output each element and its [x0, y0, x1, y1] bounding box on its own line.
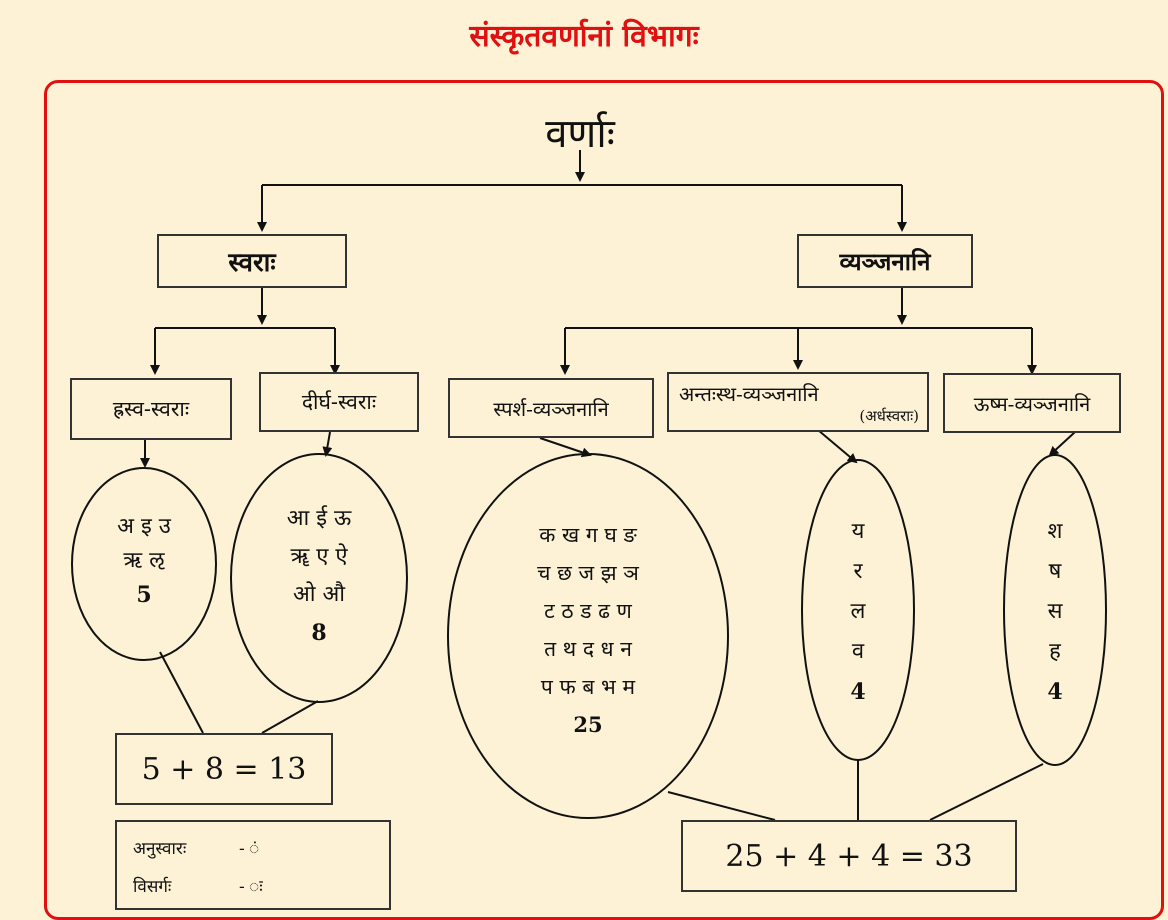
sparsha-label: स्पर्श-व्यञ्जनानि	[493, 396, 609, 421]
antahstha-row: ल	[850, 599, 866, 624]
sparsha-letters	[478, 516, 698, 744]
hrasva-count: 5	[136, 582, 152, 608]
antahstha-row: र	[853, 559, 863, 584]
antahstha-row: य	[851, 519, 865, 544]
antahstha-row: व	[851, 639, 865, 664]
dirgha-sum-line	[262, 701, 318, 733]
dirgha-label: दीर्घ-स्वराः	[301, 390, 377, 414]
swarah-box	[157, 234, 347, 288]
antahstha-count: 4	[850, 679, 866, 705]
dirgha-box	[259, 372, 419, 432]
ushma-row: ष	[1048, 559, 1062, 584]
page-title: संस्कृतवर्णानां विभागः	[469, 19, 699, 54]
hrasva-row: ऋ ऌ	[123, 548, 165, 573]
visarga-symbol: - ः	[239, 877, 263, 897]
dirgha-ellipse-arrow	[326, 432, 330, 455]
vyanjana-sum: 25 + 4 + 4 = 33	[725, 838, 973, 874]
antahstha-box	[667, 372, 929, 432]
sparsha-sum-line	[668, 792, 775, 820]
antahstha-letters	[828, 512, 888, 712]
swara-sum-box	[115, 733, 333, 805]
ushma-count: 4	[1047, 679, 1063, 705]
dirgha-row: आ ई ऊ	[286, 506, 352, 531]
antahstha-ellipse-arrow	[818, 430, 856, 462]
visarga-label: विसर्गः	[133, 877, 172, 897]
swara-sum: 5 + 8 = 13	[141, 751, 307, 787]
hrasva-letters	[84, 510, 204, 612]
sparsha-row: ट ठ ड ढ ण	[544, 599, 632, 623]
dirgha-row: ओ औ	[292, 582, 345, 607]
vyanjanani-box	[797, 234, 973, 288]
hrasva-label: ह्रस्व-स्वराः	[112, 397, 190, 421]
anuswara-visarga-box	[115, 820, 391, 910]
anuswara-label: अनुस्वारः	[133, 839, 187, 859]
vyanjana-sum-box	[681, 820, 1017, 892]
sparsha-row: च छ ज झ ञ	[537, 561, 639, 585]
ushma-label: ऊष्म-व्यञ्जनानि	[973, 391, 1091, 416]
hrasva-sum-line	[160, 652, 203, 733]
dirgha-count: 8	[311, 620, 327, 646]
sparsha-row: क ख ग घ ङ	[539, 523, 637, 547]
sparsha-box	[448, 378, 654, 438]
anuswara-symbol: - ं	[239, 839, 260, 859]
dirgha-letters	[249, 500, 389, 652]
ushma-row: ह	[1049, 639, 1061, 664]
root-label: वर्णाः	[545, 111, 615, 157]
sparsha-count: 25	[573, 712, 603, 737]
ushma-sum-line	[930, 764, 1043, 820]
ushma-ellipse-arrow	[1050, 432, 1075, 455]
sparsha-row: त थ द ध न	[544, 637, 632, 661]
ushma-letters	[1025, 512, 1085, 712]
ushma-row: श	[1047, 519, 1063, 544]
ushma-box	[943, 373, 1121, 433]
hrasva-box	[70, 378, 232, 440]
ushma-row: स	[1047, 599, 1063, 624]
swarah-label: स्वराः	[228, 248, 276, 278]
antahstha-label: अन्तःस्थ-व्यञ्जनानि	[679, 382, 819, 406]
vyanjanani-label: व्यञ्जनानि	[839, 246, 931, 276]
sparsha-ellipse-arrow	[540, 438, 590, 455]
dirgha-row: ॠ ए ऐ	[290, 544, 348, 569]
hrasva-row: अ इ उ	[117, 514, 171, 539]
sparsha-row: प फ ब भ म	[540, 675, 636, 699]
ardhaswarah-label: (अर्धस्वराः)	[859, 407, 919, 425]
